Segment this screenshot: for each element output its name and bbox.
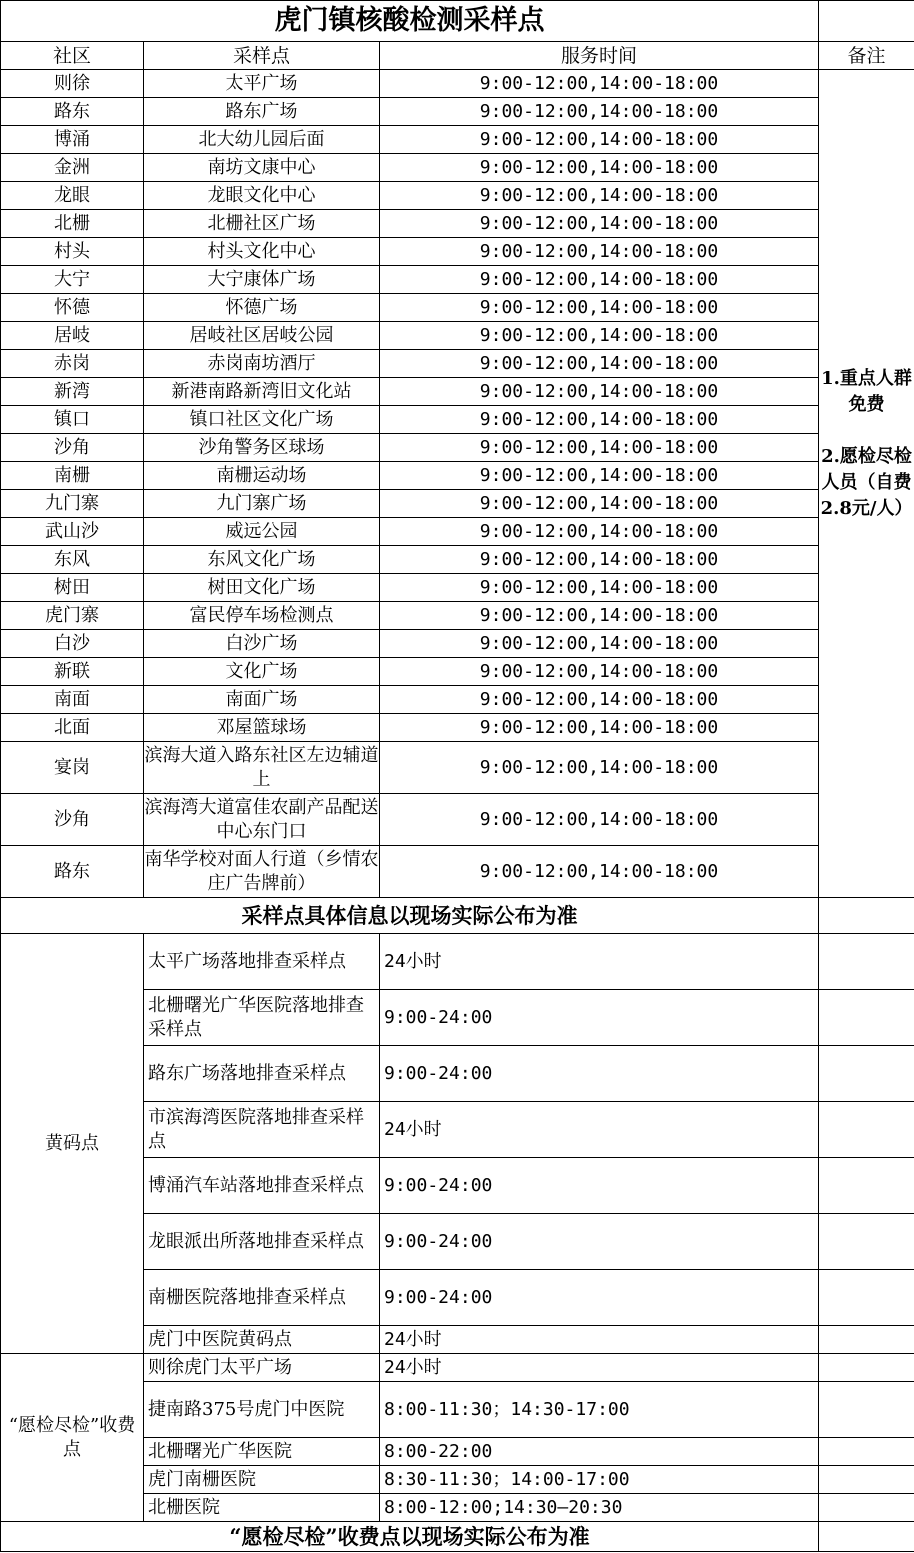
community-cell: 北栅 — [1, 210, 144, 238]
blank-cell — [819, 1046, 914, 1102]
hours-cell: 9:00-12:00,14:00-18:00 — [380, 686, 819, 714]
community-cell: 博涌 — [1, 126, 144, 154]
hours-cell: 9:00-12:00,14:00-18:00 — [380, 658, 819, 686]
table-row — [1, 266, 914, 294]
site-cell: 北大幼儿园后面 — [144, 126, 380, 154]
yellow-site: 太平广场落地排查采样点 — [144, 934, 380, 990]
table-row — [1, 154, 914, 182]
table-row — [1, 490, 914, 518]
table-row — [1, 658, 914, 686]
table-row — [1, 846, 914, 898]
site-cell: 威远公园 — [144, 518, 380, 546]
table-row — [1, 574, 914, 602]
yellow-site: 路东广场落地排查采样点 — [144, 1046, 380, 1102]
table-row — [1, 238, 914, 266]
community-cell: 居岐 — [1, 322, 144, 350]
paid-site: 北栅曙光广华医院 — [144, 1438, 380, 1466]
header-site: 采样点 — [144, 42, 380, 70]
table-row — [1, 70, 914, 98]
page-title: 虎门镇核酸检测采样点 — [1, 1, 819, 42]
table-row — [1, 742, 914, 794]
community-cell: 南面 — [1, 686, 144, 714]
yellow-site: 虎门中医院黄码点 — [144, 1326, 380, 1354]
header-hours: 服务时间 — [380, 42, 819, 70]
table-row — [1, 630, 914, 658]
site-cell: 北栅社区广场 — [144, 210, 380, 238]
table-row — [1, 546, 914, 574]
community-cell: 龙眼 — [1, 182, 144, 210]
community-cell: 北面 — [1, 714, 144, 742]
site-cell: 树田文化广场 — [144, 574, 380, 602]
yellow-site: 博涌汽车站落地排查采样点 — [144, 1158, 380, 1214]
site-cell: 南栅运动场 — [144, 462, 380, 490]
site-cell: 南华学校对面人行道（乡情农庄广告牌前） — [144, 846, 380, 898]
table-row — [1, 126, 914, 154]
remark-paid: 2.愿检尽检人员（自费2.8元/人） — [820, 446, 913, 519]
site-cell: 太平广场 — [144, 70, 380, 98]
paid-hours: 24小时 — [380, 1354, 819, 1382]
blank-cell — [819, 1102, 914, 1158]
remarks-cell — [819, 70, 914, 898]
yellow-hours: 9:00-24:00 — [380, 1158, 819, 1214]
site-cell: 滨海湾大道富佳农副产品配送中心东门口 — [144, 794, 380, 846]
hours-cell: 9:00-12:00,14:00-18:00 — [380, 602, 819, 630]
community-cell: 怀德 — [1, 294, 144, 322]
community-cell: 南栅 — [1, 462, 144, 490]
header-remarks: 备注 — [819, 42, 914, 70]
table-row — [1, 350, 914, 378]
yellow-site: 市滨海湾医院落地排查采样点 — [144, 1102, 380, 1158]
hours-cell: 9:00-12:00,14:00-18:00 — [380, 266, 819, 294]
site-cell: 东风文化广场 — [144, 546, 380, 574]
paid-hours: 8:00-11:30；14:30-17:00 — [380, 1382, 819, 1438]
community-cell: 路东 — [1, 98, 144, 126]
blank-cell — [819, 1522, 914, 1552]
site-cell: 南坊文康中心 — [144, 154, 380, 182]
community-cell: 宴岗 — [1, 742, 144, 794]
hours-cell: 9:00-12:00,14:00-18:00 — [380, 126, 819, 154]
site-cell: 居岐社区居岐公园 — [144, 322, 380, 350]
hours-cell: 9:00-12:00,14:00-18:00 — [380, 98, 819, 126]
remark-free: 1.重点人群免费 — [821, 368, 912, 415]
yellow-hours: 24小时 — [380, 934, 819, 990]
yellow-hours: 9:00-24:00 — [380, 1270, 819, 1326]
hours-cell: 9:00-12:00,14:00-18:00 — [380, 238, 819, 266]
table-row — [1, 98, 914, 126]
site-cell: 大宁康体广场 — [144, 266, 380, 294]
table-row — [1, 602, 914, 630]
community-cell: 金洲 — [1, 154, 144, 182]
yellow-label: 黄码点 — [1, 934, 144, 1354]
yellow-site: 龙眼派出所落地排查采样点 — [144, 1214, 380, 1270]
hours-cell: 9:00-12:00,14:00-18:00 — [380, 154, 819, 182]
table-row — [1, 182, 914, 210]
hours-cell: 9:00-12:00,14:00-18:00 — [380, 350, 819, 378]
site-cell: 怀德广场 — [144, 294, 380, 322]
hours-cell: 9:00-12:00,14:00-18:00 — [380, 794, 819, 846]
hours-cell: 9:00-12:00,14:00-18:00 — [380, 742, 819, 794]
site-cell: 富民停车场检测点 — [144, 602, 380, 630]
community-cell: 村头 — [1, 238, 144, 266]
table-row — [1, 406, 914, 434]
paid-row — [1, 1354, 914, 1382]
paid-hours: 8:30-11:30；14:00-17:00 — [380, 1466, 819, 1494]
blank-cell — [819, 1466, 914, 1494]
paid-site: 则徐虎门太平广场 — [144, 1354, 380, 1382]
hours-cell: 9:00-12:00,14:00-18:00 — [380, 406, 819, 434]
community-cell: 新湾 — [1, 378, 144, 406]
site-cell: 路东广场 — [144, 98, 380, 126]
hours-cell: 9:00-12:00,14:00-18:00 — [380, 182, 819, 210]
hours-cell: 9:00-12:00,14:00-18:00 — [380, 434, 819, 462]
blank-cell — [819, 1214, 914, 1270]
blank-cell — [819, 934, 914, 990]
blank-cell — [819, 990, 914, 1046]
site-cell: 南面广场 — [144, 686, 380, 714]
table-row — [1, 462, 914, 490]
hours-cell: 9:00-12:00,14:00-18:00 — [380, 630, 819, 658]
paid-site: 北栅医院 — [144, 1494, 380, 1522]
site-cell: 邓屋篮球场 — [144, 714, 380, 742]
yellow-hours: 9:00-24:00 — [380, 1046, 819, 1102]
table-row — [1, 794, 914, 846]
yellow-hours: 24小时 — [380, 1102, 819, 1158]
yellow-hours: 24小时 — [380, 1326, 819, 1354]
hours-cell: 9:00-12:00,14:00-18:00 — [380, 518, 819, 546]
table-row — [1, 518, 914, 546]
hours-cell: 9:00-12:00,14:00-18:00 — [380, 322, 819, 350]
community-cell: 九门寨 — [1, 490, 144, 518]
header-community: 社区 — [1, 42, 144, 70]
community-cell: 路东 — [1, 846, 144, 898]
yellow-site: 南栅医院落地排查采样点 — [144, 1270, 380, 1326]
community-cell: 大宁 — [1, 266, 144, 294]
hours-cell: 9:00-12:00,14:00-18:00 — [380, 462, 819, 490]
blank-cell — [819, 1438, 914, 1466]
table-row — [1, 294, 914, 322]
hours-cell: 9:00-12:00,14:00-18:00 — [380, 574, 819, 602]
table-row — [1, 714, 914, 742]
paid-hours: 8:00-12:00;14:30—20:30 — [380, 1494, 819, 1522]
site-cell: 沙角警务区球场 — [144, 434, 380, 462]
site-cell: 文化广场 — [144, 658, 380, 686]
site-cell: 村头文化中心 — [144, 238, 380, 266]
community-cell: 虎门寨 — [1, 602, 144, 630]
community-cell: 赤岗 — [1, 350, 144, 378]
table-row — [1, 434, 914, 462]
blank-cell — [819, 898, 914, 934]
community-cell: 东风 — [1, 546, 144, 574]
hours-cell: 9:00-12:00,14:00-18:00 — [380, 294, 819, 322]
hours-cell: 9:00-12:00,14:00-18:00 — [380, 714, 819, 742]
table-row — [1, 210, 914, 238]
blank-cell — [819, 1270, 914, 1326]
community-cell: 沙角 — [1, 794, 144, 846]
hours-cell: 9:00-12:00,14:00-18:00 — [380, 546, 819, 574]
yellow-hours: 9:00-24:00 — [380, 1214, 819, 1270]
notice-paid-info: “愿检尽检”收费点以现场实际公布为准 — [1, 1522, 819, 1552]
hours-cell: 9:00-12:00,14:00-18:00 — [380, 378, 819, 406]
site-cell: 龙眼文化中心 — [144, 182, 380, 210]
site-cell: 白沙广场 — [144, 630, 380, 658]
community-cell: 武山沙 — [1, 518, 144, 546]
site-cell: 镇口社区文化广场 — [144, 406, 380, 434]
hours-cell: 9:00-12:00,14:00-18:00 — [380, 70, 819, 98]
notice-sampling-info: 采样点具体信息以现场实际公布为准 — [1, 898, 819, 934]
site-cell: 赤岗南坊酒厅 — [144, 350, 380, 378]
yellow-hours: 9:00-24:00 — [380, 990, 819, 1046]
blank-cell — [819, 1354, 914, 1382]
yellow-row — [1, 934, 914, 990]
community-cell: 镇口 — [1, 406, 144, 434]
table-row — [1, 686, 914, 714]
table-row — [1, 322, 914, 350]
blank-cell — [819, 1158, 914, 1214]
table-row — [1, 378, 914, 406]
yellow-site: 北栅曙光广华医院落地排查采样点 — [144, 990, 380, 1046]
site-cell: 九门寨广场 — [144, 490, 380, 518]
community-cell: 树田 — [1, 574, 144, 602]
paid-site: 虎门南栅医院 — [144, 1466, 380, 1494]
hours-cell: 9:00-12:00,14:00-18:00 — [380, 490, 819, 518]
community-cell: 新联 — [1, 658, 144, 686]
paid-hours: 8:00-22:00 — [380, 1438, 819, 1466]
blank-cell — [819, 1494, 914, 1522]
paid-site: 捷南路375号虎门中医院 — [144, 1382, 380, 1438]
blank-cell — [819, 1382, 914, 1438]
site-cell: 新港南路新湾旧文化站 — [144, 378, 380, 406]
site-cell: 滨海大道入路东社区左边辅道上 — [144, 742, 380, 794]
community-cell: 沙角 — [1, 434, 144, 462]
hours-cell: 9:00-12:00,14:00-18:00 — [380, 846, 819, 898]
community-cell: 白沙 — [1, 630, 144, 658]
paid-label: “愿检尽检”收费点 — [1, 1354, 144, 1522]
blank-cell — [819, 1326, 914, 1354]
hours-cell: 9:00-12:00,14:00-18:00 — [380, 210, 819, 238]
community-cell: 则徐 — [1, 70, 144, 98]
